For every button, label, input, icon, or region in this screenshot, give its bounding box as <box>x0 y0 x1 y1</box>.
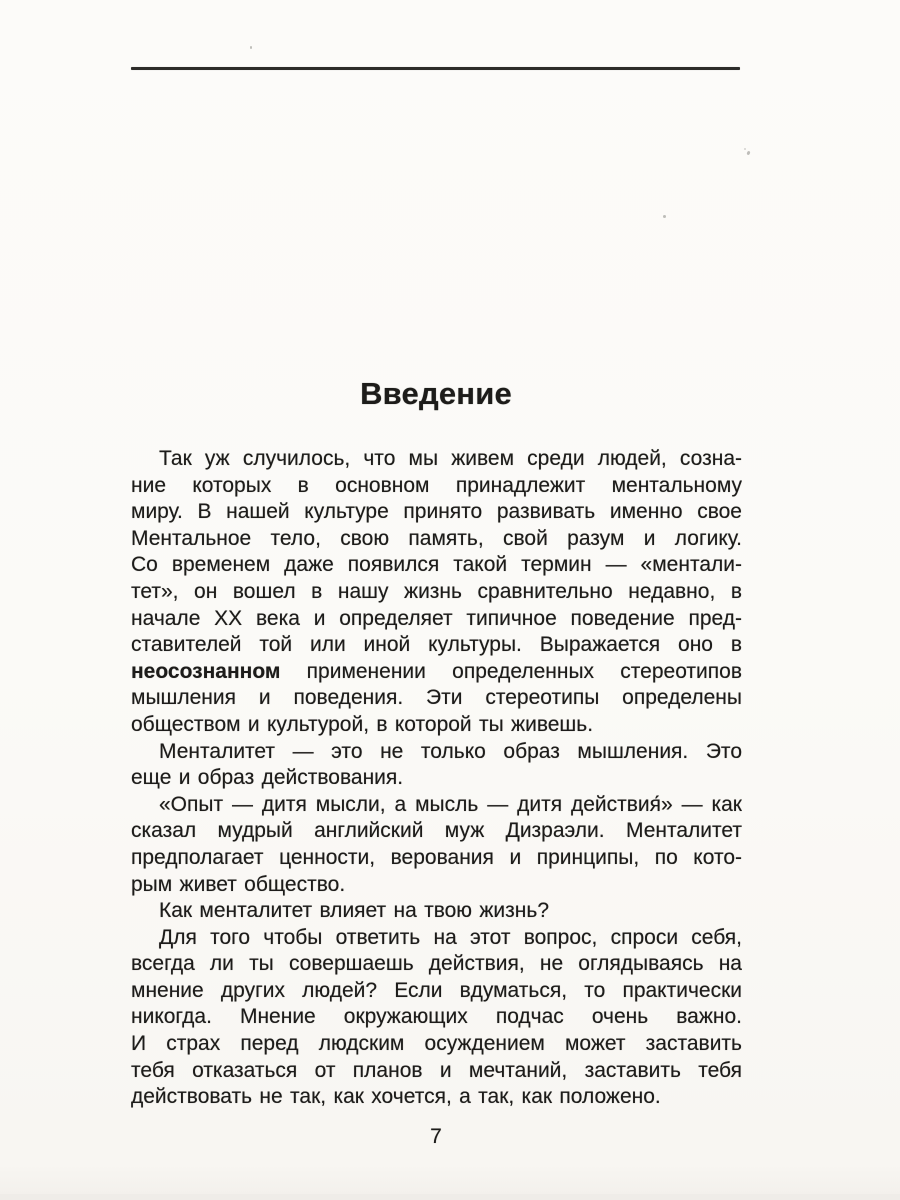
text-line: ставителей той или иной культуры. Выражается оно в <box>131 633 742 657</box>
page-number: 7 <box>430 1125 442 1148</box>
scan-speck <box>250 46 252 49</box>
text-line: еще и образ действования. <box>131 766 404 790</box>
header-rule <box>131 67 740 70</box>
body-text <box>131 446 742 1111</box>
text-line: мышления и поведения. Эти стереотипы определены <box>131 686 742 710</box>
text-line: мнение других людей? Если вдуматься, то практически <box>131 978 742 1002</box>
text-line: Ментальное тело, свою память, свой разум и логику. <box>131 526 742 550</box>
chapter-title: Введение <box>360 376 512 411</box>
text-line: никогда. Мнение окружающих подчас очень важно. <box>131 1005 742 1029</box>
text-line: тебя отказаться от планов и мечтаний, заставить тебя <box>131 1058 742 1082</box>
text-line: Менталитет — это не только образ мышления. Это <box>159 739 742 763</box>
page-bottom-edge <box>0 1194 900 1200</box>
scan-speck <box>746 151 750 156</box>
text-line: Со временем даже появился такой термин — «ментали- <box>131 553 742 577</box>
text-line: Так уж случилось, что мы живем среди людей, созна- <box>159 447 742 470</box>
text-line: Как менталитет влияет на твою жизнь? <box>159 899 550 923</box>
text-line: неосознанном применении определенных стереотипов <box>131 659 742 683</box>
text-line: рым живет общество. <box>131 872 346 896</box>
text-line: действовать не так, как хочется, а так, как положено. <box>131 1085 661 1109</box>
text-line: миру. В нашей культуре принято развивать именно свое <box>131 500 742 524</box>
text-line: Для того чтобы ответить на этот вопрос, спроси себя, <box>159 925 742 949</box>
text-line: всегда ли ты совершаешь действия, не оглядываясь на <box>131 952 742 976</box>
text-line: ние которых в основном принадлежит ментальному <box>131 473 742 497</box>
text-line: сказал мудрый английский муж Дизраэли. Менталитет <box>131 819 742 843</box>
scan-speck <box>663 215 666 218</box>
text-line: тет», он вошел в нашу жизнь сравнительно недавно, в <box>131 579 742 603</box>
scan-speck <box>744 148 746 150</box>
text-line: предполагает ценности, верования и принципы, по кото- <box>131 845 742 869</box>
text-line: И страх перед людским осуждением может заставить <box>131 1032 742 1056</box>
text-line: «Опыт — дитя мысли, а мысль — дитя действия́» — как <box>159 792 742 816</box>
text-line: начале XX века и определяет типичное поведение пред- <box>131 606 742 630</box>
text-line: обществом и культурой, в которой ты живешь. <box>131 712 594 736</box>
